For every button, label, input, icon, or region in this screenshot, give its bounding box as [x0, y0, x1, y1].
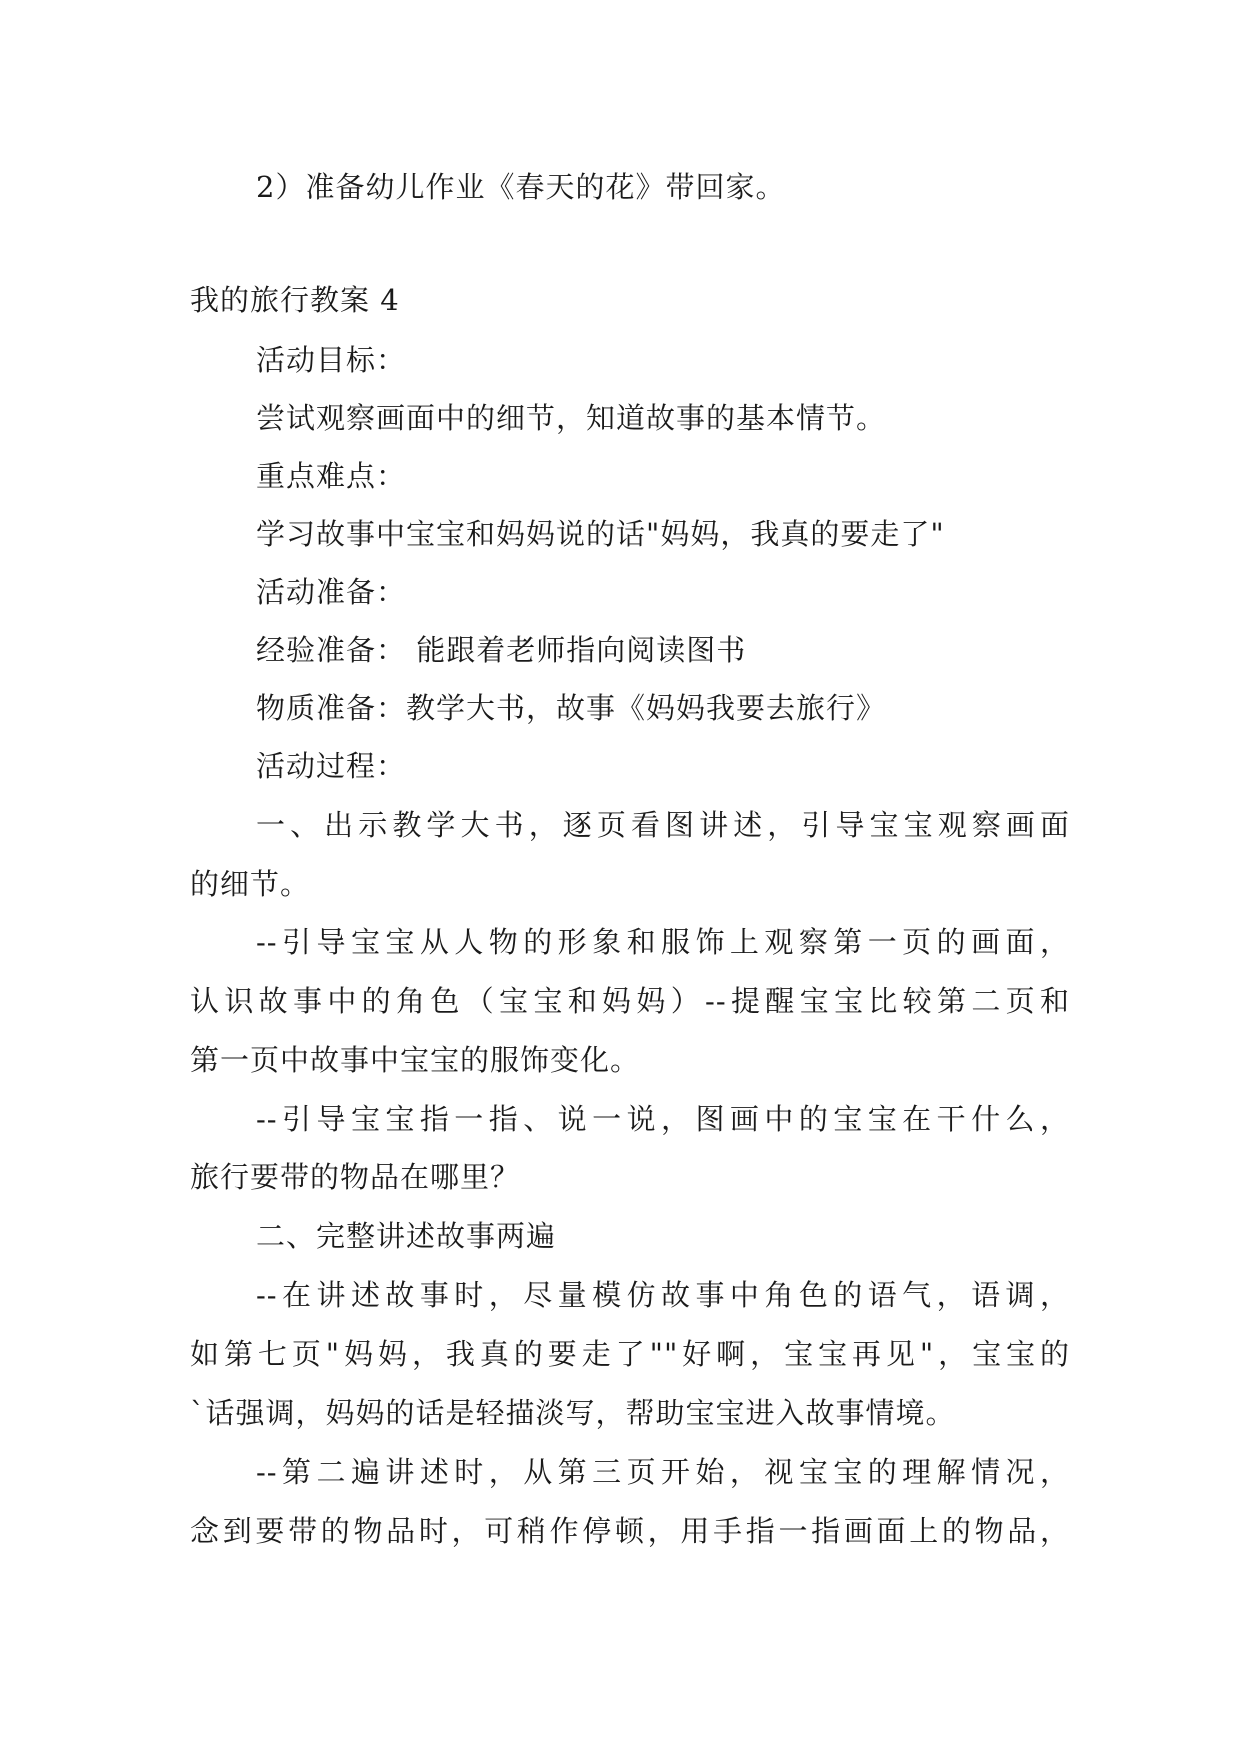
lesson-title: 我的旅行教案 4 — [190, 283, 400, 317]
paragraph-line: 念到要带的物品时，可稍作停顿，用手指一指画面上的物品， — [190, 1514, 1070, 1548]
paragraph-line: --引导宝宝指一指、说一说，图画中的宝宝在干什么， — [256, 1102, 1070, 1136]
paragraph-line: 第一页中故事中宝宝的服饰变化。 — [190, 1043, 641, 1077]
paragraph-line: 旅行要带的物品在哪里？ — [190, 1160, 521, 1194]
paragraph-line: 二、完整讲述故事两遍 — [256, 1219, 557, 1253]
paragraph-line: 的细节。 — [190, 867, 311, 901]
paragraph-line: 认识故事中的角色（宝宝和妈妈）--提醒宝宝比较第二页和 — [190, 984, 1070, 1018]
section-heading-process: 活动过程： — [256, 749, 407, 783]
section-heading-key-points: 重点难点： — [256, 459, 407, 493]
paragraph-line: --在讲述故事时，尽量模仿故事中角色的语气，语调， — [256, 1278, 1070, 1312]
paragraph-line: 物质准备：教学大书，故事《妈妈我要去旅行》 — [256, 691, 887, 725]
paragraph-line: 经验准备： 能跟着老师指向阅读图书 — [256, 633, 747, 667]
paragraph-line: 如第七页"妈妈，我真的要走了""好啊，宝宝再见"，宝宝的 — [190, 1337, 1070, 1371]
section-heading-preparation: 活动准备： — [256, 575, 407, 609]
paragraph-line: --引导宝宝从人物的形象和服饰上观察第一页的画面， — [256, 925, 1070, 959]
paragraph-line: `话强调，妈妈的话是轻描淡写，帮助宝宝进入故事情境。 — [190, 1396, 956, 1430]
section-heading-goals: 活动目标： — [256, 343, 407, 377]
paragraph-line: 学习故事中宝宝和妈妈说的话"妈妈，我真的要走了" — [256, 517, 945, 551]
homework-note: 2）准备幼儿作业《春天的花》带回家。 — [256, 170, 786, 204]
paragraph-line: --第二遍讲述时，从第三页开始，视宝宝的理解情况， — [256, 1455, 1070, 1489]
paragraph-line: 一、出示教学大书，逐页看图讲述，引导宝宝观察画面 — [256, 808, 1070, 842]
paragraph-line: 尝试观察画面中的细节，知道故事的基本情节。 — [256, 401, 887, 435]
